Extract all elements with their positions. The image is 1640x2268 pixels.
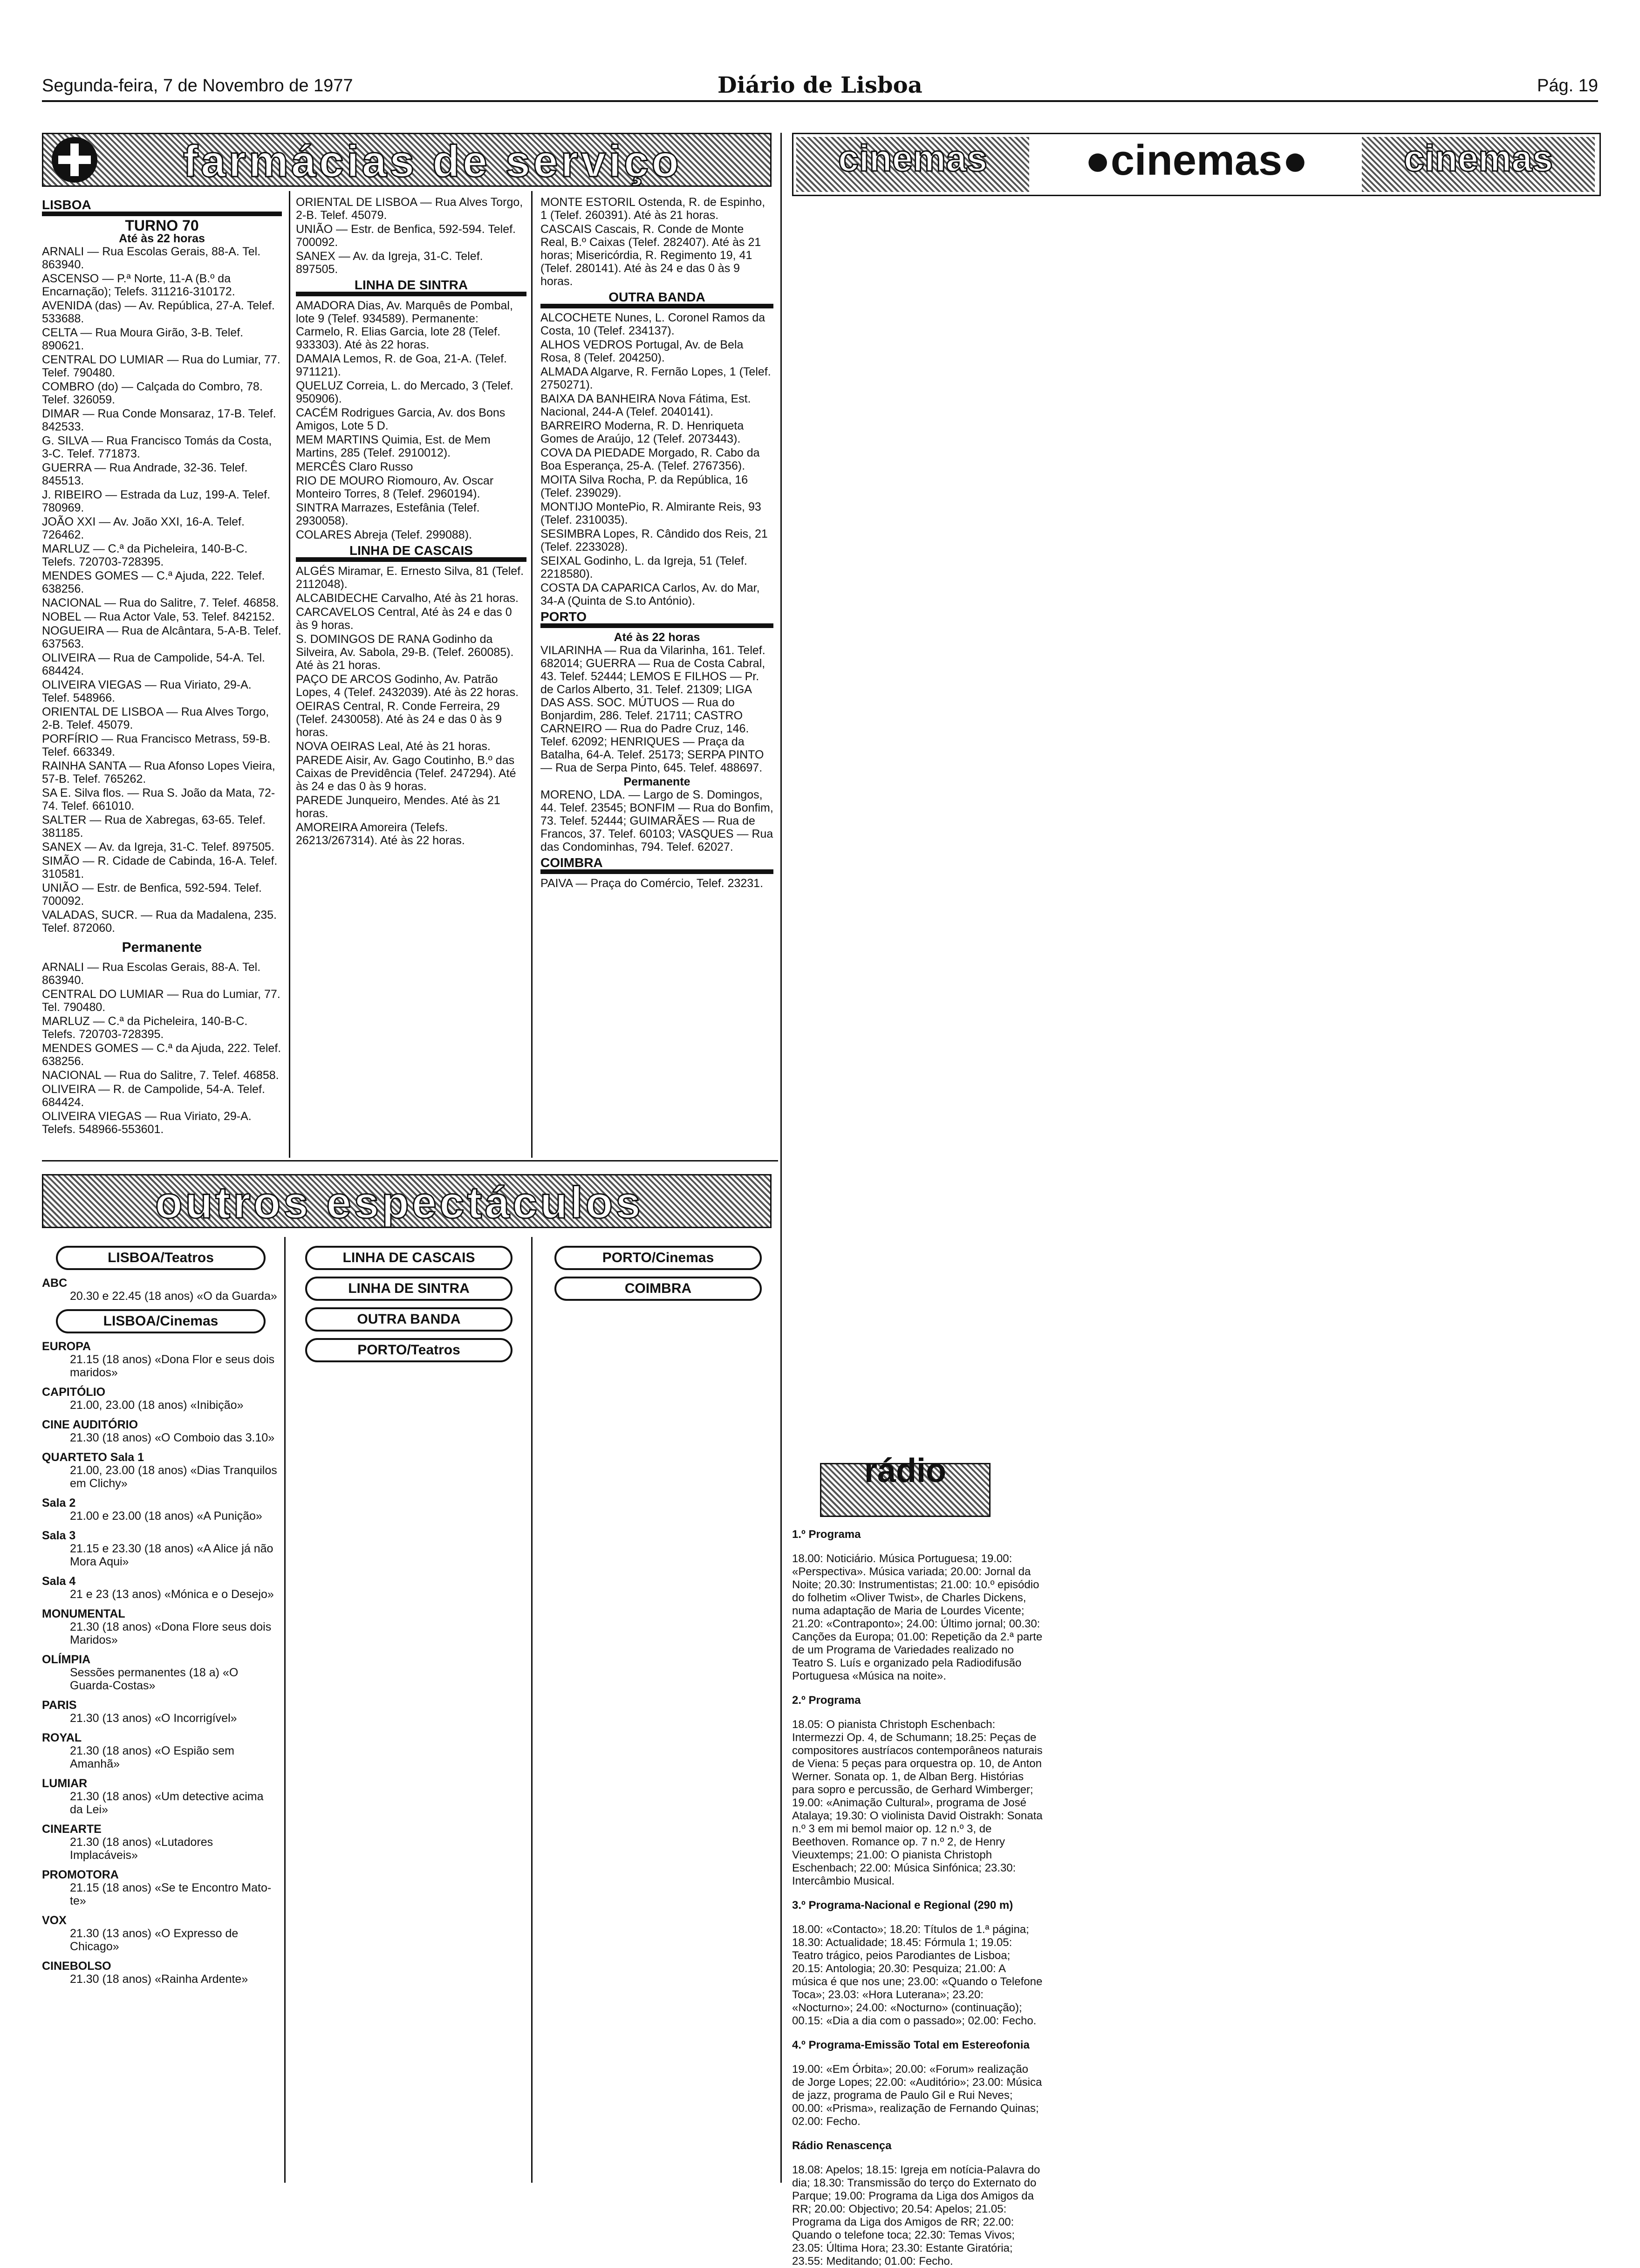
listing-entry bbox=[42, 1496, 280, 1523]
section-lisboa: LISBOA bbox=[42, 198, 282, 216]
listing-entry bbox=[42, 1451, 280, 1490]
pharmacy-entry: ALCOCHETE Nunes, L. Coronel Ramos da Costa, 10 (Telef. 234137). bbox=[540, 311, 765, 337]
pharmacy-entry: PORFÍRIO — Rua Francisco Metrass, 59-B. Telef. 663349. bbox=[42, 732, 271, 758]
listing-entry bbox=[42, 1699, 280, 1725]
pharmacy-entry: J. RIBEIRO — Estrada da Luz, 199-A. Telef. 780969. bbox=[42, 488, 271, 514]
pharmacy-entry: MARLUZ — C.ª da Picheleira, 140-B-C. Telefs. 720703-728395. bbox=[42, 542, 248, 568]
radio-section bbox=[792, 1452, 1044, 2268]
coimbra-pharmacies: PAIVA — Praça do Comércio, Telef. 23231. bbox=[540, 877, 764, 890]
radio-program-2-text: 18.05: O pianista Christoph Eschenbach: Intermezzi Op. 4, de Schumann; 18.25: Peças de compositores austríacos contemporâneos naturais de Viena: 5 peças para orquestra op. 10, de Anton Werner. Sonata op. 1, de Alban Berg. Histórias para sopro e percussão, de Gerhard Wimberger; 19.00: «Animação Cultural», programa de José Atalaya; 19.30: O violinista David Oistrakh: Sonata n.º 3 em mi bemol maior op. 12 n.º 3, de Beethoven. Romance op. 7 n.º 2, de Henry Vieuxtemps; 21.00: O pianista Christoph Eschenbach; 22.00: Música Sinfónica; 23.30: Intercâmbio Musical. bbox=[792, 1718, 1043, 1887]
venue-name: CAPITÓLIO bbox=[42, 1386, 106, 1399]
pharmacy-entry: NACIONAL — Rua do Salitre, 7. Telef. 46858. bbox=[42, 596, 279, 609]
venue-name: CINE AUDITÓRIO bbox=[42, 1418, 138, 1431]
linha-sintra-heading: LINHA DE SINTRA bbox=[305, 1277, 512, 1301]
venue-name: MONUMENTAL bbox=[42, 1607, 125, 1620]
radio-program-1-text: 18.00: Noticiário. Música Portuguesa; 19.00: «Perspectiva». Música variada; 20.00: Jornal da Noite; 20.30: Instrumentistas; 21.00: 10.º episódio do folhetim «Oliver Twist», de Charles Dickens, numa adaptação de Maria de Lourdes Vicente; 21.20: «Contraponto»; 24.00: Último jornal; 00.30: Canções da Europa; 01.00: Repetição da 2.ª parte de um Programa de Variedades realizado no Teatro S. Luís e organizado pela Radiodifusão Portuguesa «Música na noite». bbox=[792, 1552, 1043, 1682]
pharmacy-entry: ASCENSO — P.ª Norte, 11-A (B.º da Encarnação); Telefs. 311216-310172. bbox=[42, 272, 235, 298]
teatros-list bbox=[42, 1277, 280, 1303]
pharmacy-entry: COSTA DA CAPARICA Carlos, Av. do Mar, 34-A (Quinta de S.to António). bbox=[540, 581, 760, 608]
pharmacy-entry: PAREDE Junqueiro, Mendes. Até às 21 horas. bbox=[296, 794, 500, 820]
porto-permanent-pharmacies: MORENO, LDA. — Largo de S. Domingos, 44. Telef. 23545; BONFIM — Rua do Bonfim, 73. Telef. 52444; GUIMARÃES — Rua de Francos, 37. Telef. 60103; VASQUES — Rua das Condominhas, 794. Telef. 62027. bbox=[540, 788, 773, 854]
cinemas-list bbox=[42, 1340, 280, 1986]
section-sintra: LINHA DE SINTRA bbox=[296, 279, 526, 296]
section-outra-banda: OUTRA BANDA bbox=[540, 291, 773, 308]
banner-pattern bbox=[796, 137, 1029, 192]
page-number: Pág. 19 bbox=[1537, 76, 1598, 96]
pharmacy-entry: OLIVEIRA VIEGAS — Rua Viriato, 29-A. Telef. 548966. bbox=[42, 678, 252, 704]
cinemas-side-left: cinemas bbox=[838, 137, 988, 179]
radio-program-3-text: 18.00: «Contacto»; 18.20: Títulos de 1.ª página; 18.30: Actualidade; 18.45: Fórmula 1; 19.05: Teatro trágico, peios Parodiantes de Lisboa; 20.15: Antologia; 20.30: Pesquiza; 21.00: A música é que nos une; 23.00: «Quando o Telefone Toca»; 23.03: «Hora Luterana»; 23.20: «Nocturno»; 24.00: «Nocturno» (continuação); 00.15: «Dia a dia com o passado»; 02.00: Fecho. bbox=[792, 1923, 1043, 2027]
venue-name: VOX bbox=[42, 1914, 67, 1927]
listing-entry bbox=[42, 1653, 280, 1692]
permanente-heading: Permanente bbox=[122, 940, 202, 955]
pharmacy-entry: DIMAR — Rua Conde Monsaraz, 17-B. Telef. 842533. bbox=[42, 407, 276, 433]
venue-name: EUROPA bbox=[42, 1340, 91, 1353]
cinemas-side-right: cinemas bbox=[1403, 137, 1553, 179]
pharmacy-entry: QUELUZ Correia, L. do Mercado, 3 (Telef. 950906). bbox=[296, 379, 513, 405]
pharmacy-entry: CENTRAL DO LUMIAR — Rua do Lumiar, 77. Tel. 790480. bbox=[42, 988, 280, 1014]
pharmacy-entry: AVENIDA (das) — Av. República, 27-A. Telef. 533688. bbox=[42, 299, 275, 325]
showing-info: 21.30 (18 anos) «Dona Flore seus dois Maridos» bbox=[70, 1620, 272, 1646]
turno-hours: Até às 22 horas bbox=[119, 232, 205, 245]
pharmacy-entry: PAREDE Aisir, Av. Gago Coutinho, B.º das Caixas de Previdência (Telef. 247294). Até às 24 e das 0 às 9 horas. bbox=[296, 754, 516, 793]
showing-info: 21.00 e 23.00 (18 anos) «A Punição» bbox=[70, 1510, 262, 1523]
pharmacy-entry: VALADAS, SUCR. — Rua da Madalena, 235. Telef. 872060. bbox=[42, 909, 277, 935]
pharmacy-list bbox=[296, 299, 526, 541]
radio-program-3: 3.º Programa-Nacional e Regional (290 m) bbox=[792, 1899, 1013, 1912]
column-rule bbox=[531, 191, 533, 1158]
listing-entry bbox=[42, 1418, 280, 1444]
lisboa-cinemas-heading: LISBOA/Cinemas bbox=[56, 1309, 266, 1333]
section-rule bbox=[42, 1160, 778, 1161]
linha-cascais-heading: LINHA DE CASCAIS bbox=[305, 1246, 512, 1270]
porto-teatros-heading: PORTO/Teatros bbox=[305, 1338, 512, 1362]
pharmacy-permanent-list bbox=[42, 961, 282, 1136]
pharmacy-entry: MEM MARTINS Quimia, Est. de Mem Martins, 285 (Telef. 2910012). bbox=[296, 433, 491, 459]
listing-entry bbox=[42, 1914, 280, 1953]
pharmacy-entry: MONTE ESTORIL Ostenda, R. de Espinho, 1 (Telef. 260391). Até às 21 horas. bbox=[540, 196, 765, 222]
pharmacy-entry: RAINHA SANTA — Rua Afonso Lopes Vieira, 57-B. Telef. 765262. bbox=[42, 759, 275, 786]
pharmacy-entry: NOVA OEIRAS Leal, Até às 21 horas. bbox=[296, 740, 491, 753]
pharmacy-entry: S. DOMINGOS DE RANA Godinho da Silveira, Av. Sabola, 29-B. (Telef. 260085). Até às 21 horas. bbox=[296, 633, 514, 672]
venue-name: CINEBOLSO bbox=[42, 1960, 111, 1973]
showing-info: 21.30 (18 anos) «O Espião sem Amanhã» bbox=[70, 1744, 234, 1770]
radio-program-1: 1.º Programa bbox=[792, 1528, 861, 1541]
pharmacy-entry: NOBEL — Rua Actor Vale, 53. Telef. 842152. bbox=[42, 610, 275, 623]
venue-name: PROMOTORA bbox=[42, 1868, 119, 1881]
pharmacy-entry: RIO DE MOURO Riomouro, Av. Oscar Monteiro Torres, 8 (Telef. 2960194). bbox=[296, 474, 494, 500]
pharmacy-entry: OLIVEIRA — R. de Campolide, 54-A. Telef. 684424. bbox=[42, 1083, 265, 1109]
pharmacy-entry: COMBRO (do) — Calçada do Combro, 78. Telef. 326059. bbox=[42, 380, 263, 406]
pharmacy-entry: NACIONAL — Rua do Salitre, 7. Telef. 46858. bbox=[42, 1069, 279, 1082]
pharmacy-entry: AMOREIRA Amoreira (Telefs. 26213/267314). Até às 22 horas. bbox=[296, 821, 465, 847]
outros-column-2 bbox=[291, 1239, 526, 2180]
outros-title: outros espectáculos bbox=[155, 1178, 643, 1228]
showing-info: Sessões permanentes (18 a) «O Guarda-Costas» bbox=[70, 1666, 239, 1692]
showing-info: 21.15 (18 anos) «Dona Flor e seus dois maridos» bbox=[70, 1353, 275, 1379]
venue-name: ROYAL bbox=[42, 1731, 82, 1744]
pharmacy-title: farmácias de serviço bbox=[183, 137, 682, 186]
outros-column-3 bbox=[540, 1239, 776, 2180]
listing-entry bbox=[42, 1575, 280, 1601]
listing-entry bbox=[42, 1960, 280, 1986]
pharmacy-entry: SANEX — Av. da Igreja, 31-C. Telef. 897505. bbox=[296, 250, 483, 276]
coimbra-heading: COIMBRA bbox=[554, 1277, 762, 1301]
listing-entry bbox=[42, 1340, 280, 1379]
porto-cinemas-heading: PORTO/Cinemas bbox=[554, 1246, 762, 1270]
venue-name: OLÍMPIA bbox=[42, 1653, 91, 1666]
outros-column-1 bbox=[42, 1239, 280, 2180]
pharmacy-entry: OLIVEIRA VIEGAS — Rua Viriato, 29-A. Telefs. 548966-553601. bbox=[42, 1110, 252, 1136]
banner-pattern bbox=[1362, 137, 1595, 192]
page-header bbox=[42, 72, 1598, 102]
issue-date: Segunda-feira, 7 de Novembro de 1977 bbox=[42, 76, 353, 96]
porto-pharmacies: VILARINHA — Rua da Vilarinha, 161. Telef. 682014; GUERRA — Rua de Costa Cabral, 43. Telef. 52444; LEMOS E FILHOS — Pr. de Carlos Alberto, 31. Telef. 21309; LIGA DAS ASS. SOC. MÚTUOS — Rua do Bonjardim, 286. Telef. 21711; CASTRO CARNEIRO — Rua do Padre Cruz, 146. Telef. 62092; HENRIQUES — Praça da Batalha, 64-A. Telef. 25173; SERPA PINTO — Rua de Serpa Pinto, 645. Telef. 488697. bbox=[540, 644, 765, 774]
pharmacy-entry: CARCAVELOS Central, Até às 24 e das 0 às 9 horas. bbox=[296, 606, 512, 632]
radio-program-4-text: 19.00: «Em Órbita»; 20.00: «Forum» realização de Jorge Lopes; 22.00: «Auditório»; 23.00: Música de jazz, programa de Paulo Gil e Rui Neves; 00.00: «Prisma», realização de Fernando Quinas; 02.00: Fecho. bbox=[792, 2063, 1042, 2128]
showing-info: 21 e 23 (13 anos) «Mónica e o Desejo» bbox=[70, 1588, 274, 1601]
pharmacy-entry: MENDES GOMES — C.ª Ajuda, 222. Telef. 638256. bbox=[42, 569, 265, 595]
showing-info: 21.30 (18 anos) «Rainha Ardente» bbox=[70, 1973, 248, 1986]
showing-info: 21.00, 23.00 (18 anos) «Dias Tranquilos em Clichy» bbox=[70, 1464, 277, 1490]
showing-info: 21.30 (18 anos) «Um detective acima da Lei» bbox=[70, 1790, 264, 1816]
listing-entry bbox=[42, 1823, 280, 1862]
pharmacy-entry: NOGUEIRA — Rua de Alcântara, 5-A-B. Telef. 637563. bbox=[42, 624, 281, 650]
pharmacy-entry: SANEX — Av. da Igreja, 31-C. Telef. 897505. bbox=[42, 840, 274, 854]
pharmacy-entry: COLARES Abreja (Telef. 299088). bbox=[296, 528, 472, 541]
showing-info: 21.30 (13 anos) «O Expresso de Chicago» bbox=[70, 1927, 239, 1953]
listing-entry bbox=[42, 1277, 280, 1303]
pharmacy-entry: ARNALI — Rua Escolas Gerais, 88-A. Tel. 863940. bbox=[42, 961, 261, 987]
venue-name: Sala 2 bbox=[42, 1496, 76, 1510]
pharmacy-column-1 bbox=[42, 196, 282, 1155]
pharmacy-entry: G. SILVA — Rua Francisco Tomás da Costa, 3-C. Telef. 771873. bbox=[42, 434, 272, 460]
showing-info: 21.15 (18 anos) «Se te Encontro Mato-te» bbox=[70, 1881, 272, 1907]
cinemas-title: ●cinemas● bbox=[1085, 137, 1308, 184]
section-cascais: LINHA DE CASCAIS bbox=[296, 544, 526, 562]
column-rule bbox=[780, 133, 782, 2183]
pharmacy-entry: COVA DA PIEDADE Morgado, R. Cabo da Boa Esperança, 25-A. (Telef. 2767356). bbox=[540, 446, 760, 472]
porto-permanente: Permanente bbox=[623, 775, 690, 788]
listing-entry bbox=[42, 1386, 280, 1412]
pharmacy-entry: ORIENTAL DE LISBOA — Rua Alves Torgo, 2-B. Telef. 45079. bbox=[296, 196, 523, 222]
pharmacy-column-3 bbox=[540, 196, 773, 1155]
pharmacy-entry: UNIÃO — Estr. de Benfica, 592-594. Telef. 700092. bbox=[296, 223, 516, 249]
pharmacy-entry: SA E. Silva flos. — Rua S. João da Mata, 72-74. Telef. 661010. bbox=[42, 786, 275, 813]
listing-entry bbox=[42, 1607, 280, 1646]
column-rule bbox=[531, 1237, 533, 2183]
pharmacy-entry: MARLUZ — C.ª da Picheleira, 140-B-C. Telefs. 720703-728395. bbox=[42, 1015, 248, 1041]
pharmacy-entry: AMADORA Dias, Av. Marquês de Pombal, lote 9 (Telef. 934589). Permanente: Carmelo, R. Elias Garcia, lote 28 (Telef. 933303). Até às 22 horas. bbox=[296, 299, 513, 351]
pharmacy-entry: OLIVEIRA — Rua de Campolide, 54-A. Tel. 684424. bbox=[42, 651, 265, 677]
listing-entry bbox=[42, 1731, 280, 1770]
showing-info: 21.30 (18 anos) «O Comboio das 3.10» bbox=[70, 1431, 275, 1444]
red-cross-icon bbox=[52, 137, 97, 183]
section-porto: PORTO bbox=[540, 610, 773, 628]
pharmacy-entry: ALCABIDECHE Carvalho, Até às 21 horas. bbox=[296, 592, 519, 605]
outros-banner bbox=[42, 1174, 772, 1228]
lisboa-teatros-heading: LISBOA/Teatros bbox=[56, 1246, 266, 1270]
pharmacy-entry: ARNALI — Rua Escolas Gerais, 88-A. Tel. 863940. bbox=[42, 245, 261, 271]
pharmacy-banner bbox=[42, 133, 772, 187]
pharmacy-entry: CASCAIS Cascais, R. Conde de Monte Real, B.º Caixas (Telef. 282407). Até às 21 horas; Misericórdia, R. Regimento 19, 41 (Telef. 280141). Até às 24 e das 0 às 9 horas. bbox=[540, 223, 761, 288]
pharmacy-list bbox=[296, 565, 526, 847]
radio-renascenca-text: 18.08: Apelos; 18.15: Igreja em notícia-Palavra do dia; 18.30: Transmissão do terço do Externato do Parque; 19.00: Programa da Liga dos Amigos da RR; 20.00: Objectivo; 20.54: Apelos; 21.05: Programa da Liga dos Amigos de RR; 22.00: Quando o telefone toca; 22.30: Temas Vivos; 23.05: Última Hora; 23.30: Estante Giratória; 23.55: Meditando; 01.00: Fecho. bbox=[792, 2164, 1040, 2268]
pharmacy-entry: UNIÃO — Estr. de Benfica, 592-594. Telef. 700092. bbox=[42, 881, 262, 908]
showing-info: 21.30 (18 anos) «Lutadores Implacáveis» bbox=[70, 1836, 213, 1862]
pharmacy-list bbox=[540, 196, 773, 288]
porto-hours: Até às 22 horas bbox=[614, 631, 700, 644]
pharmacy-entry: JOÃO XXI — Av. João XXI, 16-A. Telef. 726462. bbox=[42, 515, 245, 541]
venue-name: LUMIAR bbox=[42, 1777, 88, 1790]
pharmacy-entry: OEIRAS Central, R. Conde Ferreira, 29 (Telef. 2430058). Até às 24 e das 0 às 9 horas. bbox=[296, 700, 502, 739]
pharmacy-entry: MONTIJO MontePio, R. Almirante Reis, 93 (Telef. 2310035). bbox=[540, 500, 761, 526]
radio-renascenca: Rádio Renascença bbox=[792, 2139, 892, 2152]
listing-entry bbox=[42, 1777, 280, 1816]
showing-info: 21.30 (13 anos) «O Incorrigível» bbox=[70, 1712, 237, 1725]
cinemas-banner bbox=[792, 133, 1601, 196]
radio-program-4: 4.º Programa-Emissão Total em Estereofonia bbox=[792, 2039, 1030, 2051]
pharmacy-column-2 bbox=[296, 196, 526, 1155]
venue-name: CINEARTE bbox=[42, 1823, 102, 1836]
showing-info: 21.00, 23.00 (18 anos) «Inibição» bbox=[70, 1399, 244, 1412]
radio-program-2: 2.º Programa bbox=[792, 1694, 861, 1707]
pharmacy-entry: DAMAIA Lemos, R. de Goa, 21-A. (Telef. 971121). bbox=[296, 352, 507, 378]
turno: TURNO 70 bbox=[125, 217, 199, 234]
pharmacy-entry: MERCÊS Claro Russo bbox=[296, 460, 413, 473]
column-rule bbox=[289, 191, 290, 1158]
pharmacy-entry: CACÉM Rodrigues Garcia, Av. dos Bons Amigos, Lote 5 D. bbox=[296, 406, 506, 432]
pharmacy-entry: CENTRAL DO LUMIAR — Rua do Lumiar, 77. Telef. 790480. bbox=[42, 353, 280, 379]
pharmacy-entry: BAIXA DA BANHEIRA Nova Fátima, Est. Nacional, 244-A (Telef. 2040141). bbox=[540, 392, 751, 418]
venue-name: Sala 3 bbox=[42, 1529, 76, 1542]
venue-name: PARIS bbox=[42, 1699, 77, 1712]
pharmacy-list bbox=[42, 245, 282, 935]
outra-banda-heading: OUTRA BANDA bbox=[305, 1307, 512, 1332]
pharmacy-entry: ORIENTAL DE LISBOA — Rua Alves Torgo, 2-B. Telef. 45079. bbox=[42, 705, 269, 731]
radio-title: rádio bbox=[820, 1463, 991, 1517]
pharmacy-entry: SIMÃO — R. Cidade de Cabinda, 16-A. Telef. 310581. bbox=[42, 854, 278, 881]
section-coimbra: COIMBRA bbox=[540, 856, 773, 874]
column-rule bbox=[284, 1237, 286, 2183]
pharmacy-list bbox=[540, 311, 773, 608]
listing-entry bbox=[42, 1529, 280, 1568]
newspaper-title: Diário de Lisboa bbox=[718, 72, 922, 98]
pharmacy-entry: MENDES GOMES — C.ª da Ajuda, 222. Telef. 638256. bbox=[42, 1042, 281, 1068]
pharmacy-entry: ALHOS VEDROS Portugal, Av. de Bela Rosa, 8 (Telef. 204250). bbox=[540, 338, 744, 364]
pharmacy-entry: ALMADA Algarve, R. Fernão Lopes, 1 (Telef. 2750271). bbox=[540, 365, 771, 391]
venue-name: Sala 4 bbox=[42, 1575, 76, 1588]
pharmacy-entry: SINTRA Marrazes, Estefânia (Telef. 2930058). bbox=[296, 501, 480, 527]
pharmacy-entry: CELTA — Rua Moura Girão, 3-B. Telef. 890621. bbox=[42, 326, 244, 352]
pharmacy-entry: MOITA Silva Rocha, P. da República, 16 (Telef. 239029). bbox=[540, 473, 748, 499]
showing-info: 20.30 e 22.45 (18 anos) «O da Guarda» bbox=[70, 1290, 277, 1303]
pharmacy-list bbox=[296, 196, 526, 276]
pharmacy-entry: SESIMBRA Lopes, R. Cândido dos Reis, 21 (Telef. 2233028). bbox=[540, 527, 768, 553]
venue-name: ABC bbox=[42, 1277, 68, 1290]
pharmacy-entry: PAÇO DE ARCOS Godinho, Av. Patrão Lopes, 4 (Telef. 2432039). Até às 22 horas. bbox=[296, 673, 519, 699]
pharmacy-entry: BARREIRO Moderna, R. D. Henriqueta Gomes de Araújo, 12 (Telef. 2073443). bbox=[540, 419, 744, 445]
pharmacy-entry: ALGÉS Miramar, E. Ernesto Silva, 81 (Telef. 2112048). bbox=[296, 565, 524, 591]
pharmacy-entry: GUERRA — Rua Andrade, 32-36. Telef. 845513. bbox=[42, 461, 248, 487]
venue-name: QUARTETO Sala 1 bbox=[42, 1451, 144, 1464]
showing-info: 21.15 e 23.30 (18 anos) «A Alice já não Mora Aqui» bbox=[70, 1542, 273, 1568]
listing-entry bbox=[42, 1868, 280, 1907]
pharmacy-entry: SALTER — Rua de Xabregas, 63-65. Telef. 381185. bbox=[42, 813, 266, 840]
pharmacy-entry: SEIXAL Godinho, L. da Igreja, 51 (Telef. 2218580). bbox=[540, 554, 747, 581]
